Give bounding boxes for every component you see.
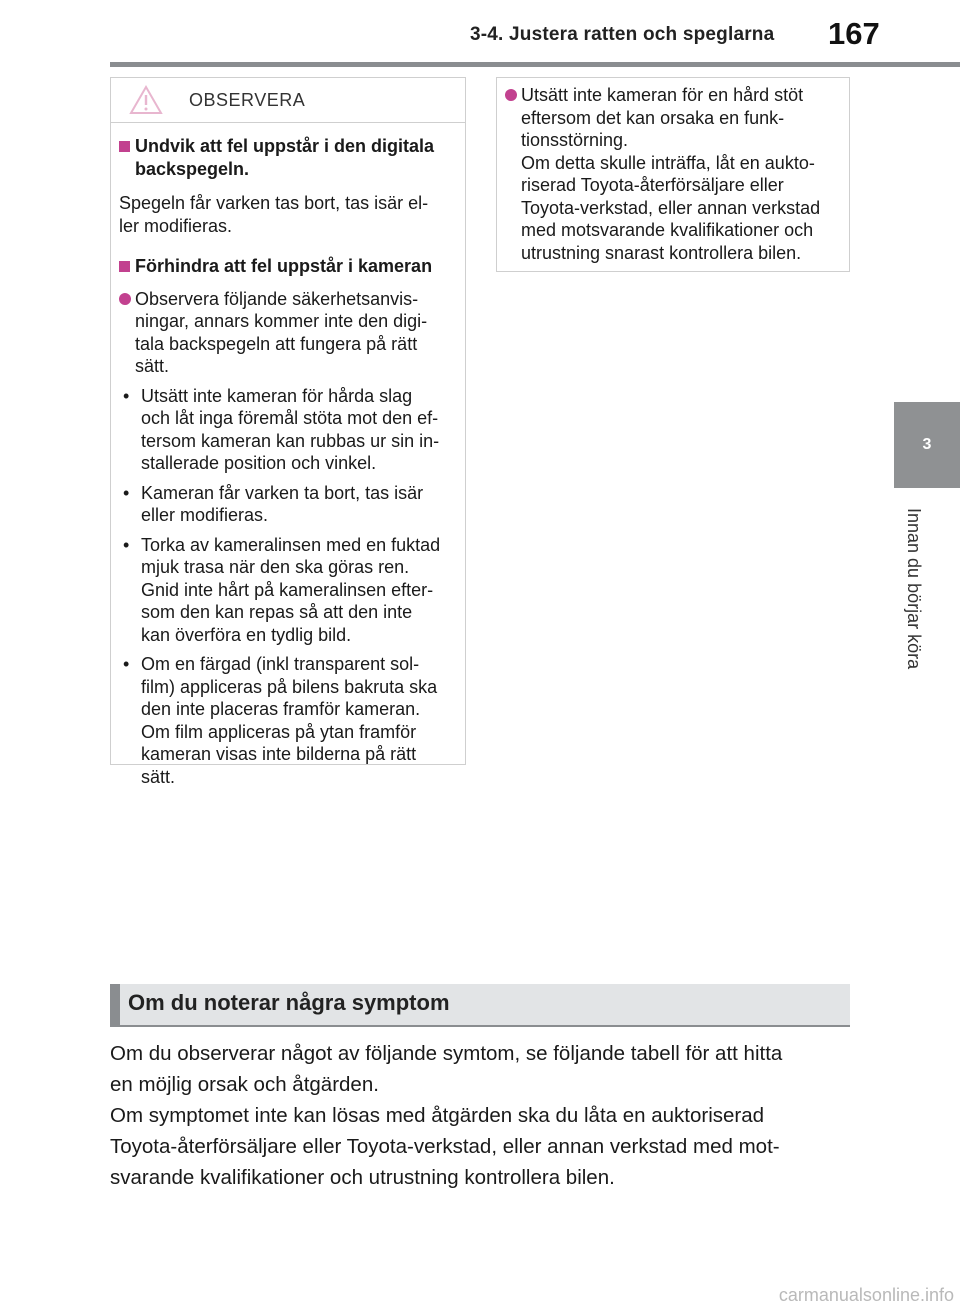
bullet-line: som den kan repas så att den inte xyxy=(141,602,413,622)
header-rule xyxy=(110,62,960,67)
item-line: Om detta skulle inträffa, låt en aukto- xyxy=(521,152,815,173)
item-line: sätt. xyxy=(135,356,170,376)
page-number: 167 xyxy=(828,16,880,51)
body-line: Om du observerar något av följande symtom, se följande tabell för att hitta xyxy=(110,1042,783,1065)
item-line: tala backspegeln att fungera på rätt xyxy=(135,333,418,354)
section-heading-bar xyxy=(110,984,850,1027)
observera-heading: OBSERVERA xyxy=(189,89,306,110)
bullet-line: kameran visas inte bilderna på rätt xyxy=(141,744,417,764)
subheading-camera xyxy=(119,255,451,278)
body-line: Om symptomet inte kan lösas med åtgärden ska du låta en auktoriserad xyxy=(110,1104,765,1127)
bullet-line: kan överföra en tydlig bild. xyxy=(141,624,352,645)
bullet-line: Utsätt inte kameran för hårda slag xyxy=(141,385,413,406)
item-line: tionsstörning. xyxy=(521,130,629,150)
circle-bullet-icon xyxy=(505,89,517,101)
item-line: ningar, annars kommer inte den digi- xyxy=(135,311,428,331)
body-line: en möjlig orsak och åtgärden. xyxy=(110,1073,379,1096)
chapter-tab-number: 3 xyxy=(922,436,932,453)
body-paragraph-1 xyxy=(110,1038,850,1100)
body-line: svarande kvalifikationer och utrustning kontrollera bilen. xyxy=(110,1166,615,1189)
bullet-line: stallerade position och vinkel. xyxy=(141,453,377,473)
bullet-item xyxy=(119,653,451,788)
bullet-mark: • xyxy=(123,534,130,555)
bullet-line: den inte placeras framför kameran. xyxy=(141,699,421,719)
bullet-item xyxy=(119,385,451,475)
bullet-line: film) appliceras på bilens bakruta ska xyxy=(141,676,438,697)
item-line: eftersom det kan orsaka en funk- xyxy=(521,107,785,128)
bullet-line: mjuk trasa när den ska göras ren. xyxy=(141,557,410,577)
subheading-line: Undvik att fel uppstår i den digitala xyxy=(135,136,435,156)
bullet-line: Kameran får varken ta bort, tas isär xyxy=(141,482,424,503)
section-accent xyxy=(110,984,120,1025)
paragraph-line: ler modifieras. xyxy=(119,215,233,236)
observera-box xyxy=(110,77,466,787)
bullet-line: sätt. xyxy=(141,766,176,787)
bullet-line: tersom kameran kan rubbas ur sin in- xyxy=(141,430,440,451)
bullet-line: Torka av kameralinsen med en fuktad xyxy=(141,534,441,555)
item-line: Observera följande säkerhetsanvis- xyxy=(135,288,419,309)
bullet-line: Om en färgad (inkl transparent sol- xyxy=(141,654,420,674)
circle-item-impact xyxy=(505,84,837,264)
item-line: riserad Toyota-återförsäljare eller xyxy=(521,175,784,195)
bullet-line: och låt inga föremål stöta mot den ef- xyxy=(141,408,439,428)
section-title: Om du noterar några symptom xyxy=(128,990,450,1015)
observera-header xyxy=(111,78,465,123)
paragraph-mirror-no-modify xyxy=(119,192,451,237)
bullet-item xyxy=(119,534,451,647)
observera-continued-box xyxy=(496,77,850,272)
body-line: Toyota-återförsäljare eller Toyota-verkstad, eller annan verkstad med mot- xyxy=(110,1135,780,1158)
bullet-line: eller modifieras. xyxy=(141,505,269,525)
chapter-heading: 3-4. Justera ratten och speglarna xyxy=(470,24,775,45)
warning-triangle-icon xyxy=(129,85,163,115)
item-line: med motsvarande kvalifikationer och xyxy=(521,220,814,240)
body-paragraph-2 xyxy=(110,1100,850,1193)
bullet-mark: • xyxy=(123,385,130,406)
item-line: Toyota-verkstad, eller annan verkstad xyxy=(521,197,821,218)
bullet-line: Om film appliceras på ytan framför xyxy=(141,721,417,742)
square-bullet-icon xyxy=(119,261,130,272)
circle-item-precautions xyxy=(119,288,451,378)
chapter-side-label: Innan du börjar köra xyxy=(904,508,924,670)
subheading-line: backspegeln. xyxy=(135,158,250,179)
circle-bullet-icon xyxy=(119,293,131,305)
item-line: Utsätt inte kameran för en hård stöt xyxy=(521,85,804,105)
watermark: carmanualsonline.info xyxy=(778,1285,954,1305)
bullet-mark: • xyxy=(123,482,130,503)
bullet-item xyxy=(119,482,451,527)
bullet-line: Gnid inte hårt på kameralinsen efter- xyxy=(141,579,434,600)
subheading-line: Förhindra att fel uppstår i kameran xyxy=(135,256,433,276)
item-line: utrustning snarast kontrollera bilen. xyxy=(521,242,802,263)
square-bullet-icon xyxy=(119,141,130,152)
subheading-digital-mirror xyxy=(119,135,451,180)
bullet-mark: • xyxy=(123,654,130,674)
paragraph-line: Spegeln får varken tas bort, tas isär el- xyxy=(119,193,429,213)
chapter-tab xyxy=(894,402,960,488)
